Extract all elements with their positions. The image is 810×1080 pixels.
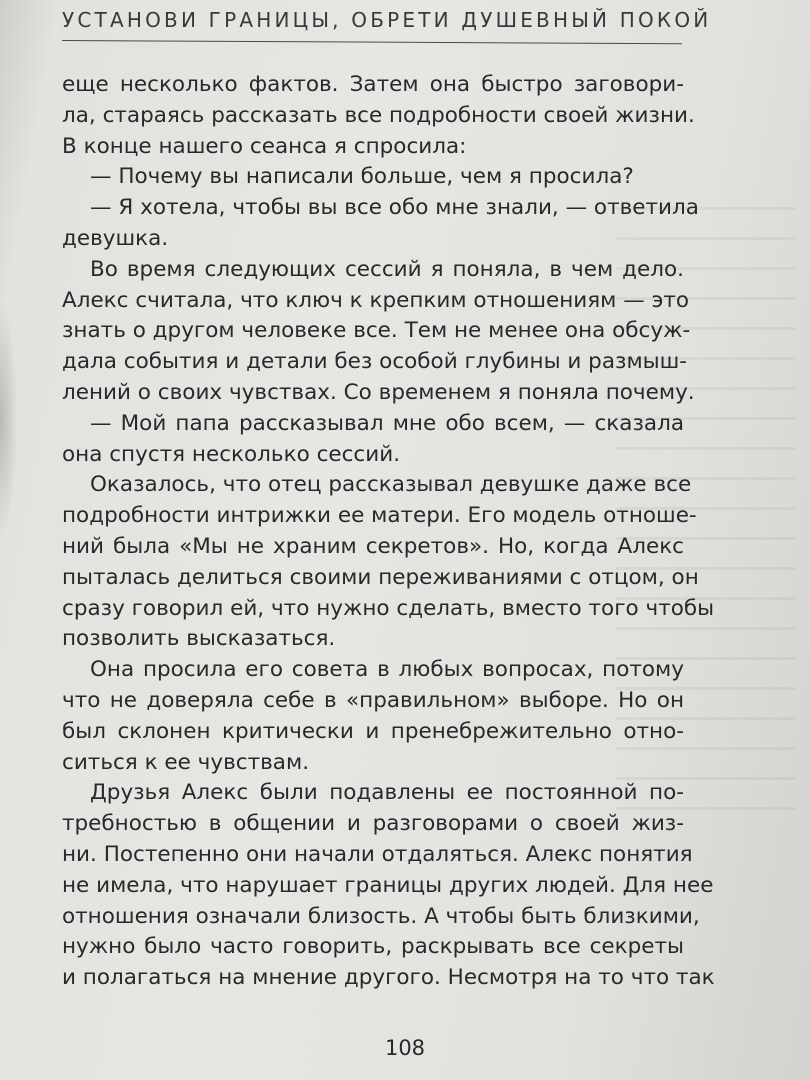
text-line: Оказалось, что отец рассказывал девушке даже все (90, 472, 692, 498)
text-line: знать о другом человеке все. Тем не менее она обсуж- (62, 318, 691, 344)
body-text (62, 70, 715, 994)
text-line: — Мой папа рассказывал мне обо всем, — сказала (90, 410, 684, 436)
page-number: 108 (384, 1036, 426, 1060)
text-line: В конце нашего сеанса я спросила: (62, 133, 467, 159)
page-fold-shadow (0, 300, 18, 540)
text-line: еще несколько фактов. Затем она быстро заговори- (62, 72, 684, 97)
text-line: — Почему вы написали больше, чем я просила? (90, 164, 634, 190)
text-line: был склонен критически и пренебрежительно отно- (62, 718, 684, 744)
text-line: отношения означали близость. А чтобы быть близкими, (62, 903, 700, 929)
text-line: лений о своих чувствах. Со временем я поняла почему. (62, 379, 695, 405)
text-line: нужно было часто говорить, раскрывать все секреты (62, 934, 684, 960)
text-line: она спустя несколько сессий. (62, 441, 401, 467)
text-line: ний была «Мы не храним секретов». Но, когда Алекс (62, 533, 684, 559)
text-line: дала события и детали без особой глубины и размыш- (62, 349, 688, 375)
text-line: — Я хотела, чтобы вы все обо мне знали, — ответила (90, 195, 699, 221)
text-line: не имела, что нарушает границы других людей. Для нее (62, 872, 714, 898)
text-line: что не доверяла себе в «правильном» выборе. Но он (62, 687, 684, 713)
text-line: ситься к ее чувствам. (62, 749, 310, 775)
running-head: УСТАНОВИ ГРАНИЦЫ, ОБРЕТИ ДУШЕВНЫЙ ПОКОЙ (62, 8, 712, 32)
text-line: и полагаться на мнение другого. Несмотря на то что так (62, 965, 715, 991)
text-line: позволить высказаться. (62, 626, 336, 652)
text-line: сразу говорил ей, что нужно сделать, вместо того чтобы (62, 595, 715, 621)
text-line: подробности интрижки ее матери. Его модель отноше- (62, 503, 697, 529)
text-line: Она просила его совета в любых вопросах, потому (90, 657, 684, 683)
text-line: требностью в общении и разговорами о своей жиз- (62, 811, 684, 837)
text-line: пыталась делиться своими переживаниями с отцом, он (62, 564, 699, 590)
header-rule (62, 40, 682, 44)
text-line: Во время следующих сессий я поняла, в чем дело. (90, 256, 684, 282)
text-line: ни. Постепенно они начали отдаляться. Алекс понятия (62, 841, 693, 867)
text-line: Друзья Алекс были подавлены ее постоянной по- (90, 780, 684, 806)
text-line: ла, стараясь рассказать все подробности своей жизни. (62, 102, 695, 128)
text-line: Алекс считала, что ключ к крепким отношениям — это (62, 287, 690, 313)
text-line: девушка. (62, 225, 169, 251)
